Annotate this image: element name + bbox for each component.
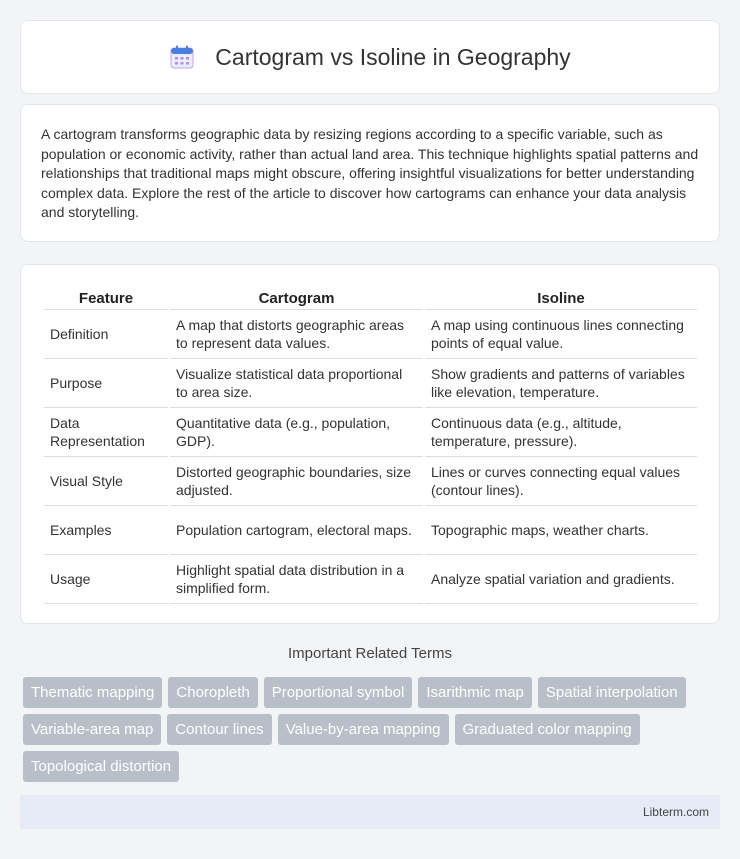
row-isoline: Continuous data (e.g., altitude, temperature, pressure). [425,408,697,457]
table-row [44,506,697,555]
related-terms-list [23,677,713,788]
related-terms-title: Important Related Terms [288,645,452,662]
row-cartogram: Distorted geographic boundaries, size adjusted. [170,457,423,506]
related-term-tag[interactable]: Variable-area map [23,714,161,745]
table-row [44,408,697,457]
row-cartogram: Visualize statistical data proportional to area size. [170,359,423,408]
calendar-icon [169,44,195,70]
related-term-tag[interactable]: Graduated color mapping [455,714,640,745]
row-feature: Visual Style [44,457,168,506]
header-feature: Feature [44,287,168,310]
table-row [44,359,697,408]
table-row [44,555,697,604]
row-isoline: Topographic maps, weather charts. [425,506,697,555]
row-isoline: Analyze spatial variation and gradients. [425,555,697,604]
row-feature: Definition [44,310,168,359]
related-term-tag[interactable]: Value-by-area mapping [278,714,449,745]
related-term-tag[interactable]: Thematic mapping [23,677,162,708]
related-term-tag[interactable]: Contour lines [167,714,271,745]
related-term-tag[interactable]: Spatial interpolation [538,677,686,708]
row-feature: Examples [44,506,168,555]
row-isoline: Show gradients and patterns of variables like elevation, temperature. [425,359,697,408]
row-feature: Usage [44,555,168,604]
header-cartogram: Cartogram [170,287,423,310]
comparison-table [42,287,699,604]
header-isoline: Isoline [425,287,697,310]
row-feature: Purpose [44,359,168,408]
intro-text: A cartogram transforms geographic data by resizing regions according to a specific variable, such as population or economic activity, rather than actual land area. This technique highlights spatial patterns and relationships that traditional maps might obscure, offering insightful visualizations for better understanding complex data. Explore the rest of the article to discover how cartograms can enhance your data analysis and storytelling. [41,126,699,220]
table-row [44,310,697,359]
comparison-card [20,264,720,624]
footer [20,795,720,829]
row-isoline: A map using continuous lines connecting points of equal value. [425,310,697,359]
row-cartogram: Population cartogram, electoral maps. [170,506,423,555]
footer-site-link[interactable]: Libterm.com [642,805,709,819]
table-row [44,457,697,506]
table-header-row [44,287,697,310]
row-cartogram: Highlight spatial data distribution in a simplified form. [170,555,423,604]
page-title: Cartogram vs Isoline in Geography [215,43,571,70]
row-feature: Data Representation [44,408,168,457]
row-isoline: Lines or curves connecting equal values (contour lines). [425,457,697,506]
header-card [20,20,720,94]
related-term-tag[interactable]: Topological distortion [23,751,179,782]
related-term-tag[interactable]: Choropleth [168,677,257,708]
related-term-tag[interactable]: Proportional symbol [264,677,413,708]
related-term-tag[interactable]: Isarithmic map [418,677,532,708]
row-cartogram: Quantitative data (e.g., population, GDP). [170,408,423,457]
row-cartogram: A map that distorts geographic areas to represent data values. [170,310,423,359]
intro-card [20,104,720,242]
